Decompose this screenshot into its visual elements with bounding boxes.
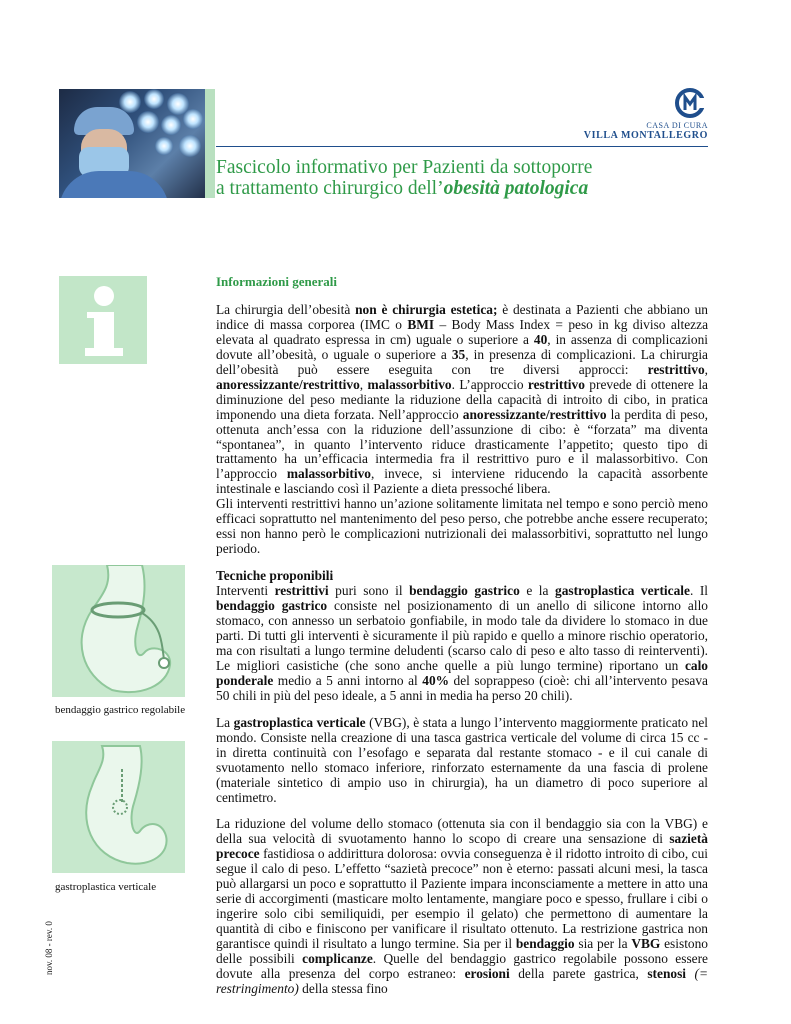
section-heading-general: Informazioni generali (216, 274, 337, 289)
brand-name: VILLA MONTALLEGRO (583, 130, 708, 141)
paragraph-vbg: La gastroplastica verticale (VBG), è stata a lungo l’intervento maggiormente praticato nel mondo. Consiste nella creazione di una tasca gastrica verticale del volume di circa 15 cc - in diretta continuità con l’esofago e separata dal restante stomaco - e il cui canale di svuotamento nello stomaco inferiore, rinforzato esternamente da una fascia di prolene (materiale sintetico di ampio uso in chirurgia), ha un diametro di poco superiore al centimetro. (216, 714, 708, 805)
title-line2: a trattamento chirurgico dell’ (216, 178, 444, 199)
figure-caption-vbg: gastroplastica verticale (55, 881, 157, 893)
document-title (216, 157, 696, 199)
info-icon (59, 276, 147, 364)
section-heading-techniques: Tecniche proponibili (216, 568, 334, 584)
main-text (216, 275, 708, 997)
figure-vertical-gastroplasty (52, 741, 185, 873)
clinic-logo-icon (675, 88, 705, 118)
header-rule (216, 146, 708, 147)
title-emphasis: obesità patologica (443, 178, 589, 199)
revision-label: nov. 08 - rev. 0 (44, 921, 54, 975)
paragraph-techniques: Interventi restrittivi puri sono il bendaggio gastrico e la gastroplastica verticale. Il bendaggio gastrico consiste nel posizionamento di un anello di silicone intorno allo stomaco, con annesso un serbatoio gonfiabile, in modo tale da dividere lo stomaco in due parti. Di tutti gli interventi è sicuramente il più rapido e quello a minore rischio operatorio, ma con risultati a lungo termine deludenti (scarso calo di peso e alto tasso di reinterventi). Le migliori casistiche (che sono anche quelle a più lungo termine) riportano un calo ponderale medio a 5 anni intorno al 40% del soprappeso (cioè: chi all’intervento pesava 50 chili in più del peso ideale, a 5 anni in media ha perso 20 chili). (216, 583, 709, 703)
paragraph-general: La chirurgia dell’obesità non è chirurgia estetica; è destinata a Pazienti che abbiano un indice di massa corporea (IMC o BMI – Body Mass Index = peso in kg diviso altezza elevata al quadrato espressa in cm) uguale o superiore a 40, in assenza di complicazioni dovute all’obesità, o uguale o superiore a 35, in presenza di complicazioni. La chirurgia dell’obesità può essere eseguita con tre diversi approcci: restrittivo, anoressizzante/restrittivo, malassorbitivo. L’approccio restrittivo prevede di ottenere la diminuzione del peso mediante la riduzione della capacità di introito di cibo, in pratica imponendo una dieta forzata. Nell’approccio anoressizzante/restrittivo la perdita di peso, ottenuta anch’essa con la riduzione dell’assunzione di cibo: è “forzata” ma diventa “spontanea”, in quanto l’intervento riduce drasticamente l’appetito; questo tipo di trattamento ha un’efficacia intermedia fra il restrittivo puro e il malassorbitivo. Con l’approccio malassorbitivo, invece, si interviene riducendo la capacità assorbente intestinale e lasciando così il Paziente a dieta pressoché libera. Gli interventi restrittivi hanno un’azione solitamente limitata nel tempo e sono perciò meno efficaci soprattutto nel mantenimento del peso perso, che potrebbe anche essere recuperato; essi non hanno però le complicazioni nutrizionali dei malassorbitivi, soprattutto nel lungo periodo. (216, 301, 709, 557)
header-accent-bar (205, 89, 215, 198)
figure-caption-banding: bendaggio gastrico regolabile (55, 704, 186, 716)
header-photo (59, 89, 205, 198)
figure-gastric-banding (52, 565, 185, 697)
title-line1: Fascicolo informativo per Pazienti da sottoporre (216, 157, 593, 178)
paragraph-reduction: La riduzione del volume dello stomaco (ottenuta sia con il bendaggio sia con la VBG) e della sua velocità di svuotamento hanno lo scopo di creare una sensazione di sazietà precoce fastidiosa o addirittura dolorosa: ovvia conseguenza è il ridotto introito di cibo, cui segue il calo di peso. L’effetto “sazietà precoce” non è eterno: passati alcuni mesi, la tasca può allargarsi un poco e soprattutto il Paziente impara inconsciamente a mettere in atto una serie di accorgimenti (masticare molto lentamente, mangiare poco e spesso, frullare i cibi o ingerire solo cibi semiliquidi, per esempio il gelato) che permettono di aumentare la quantità di cibo e finiscono per vanificare il risultato ottenuto. La restrizione gastrica non garantisce quindi il risultato a lungo termine. Sia per il bendaggio sia per la VBG esistono delle possibili complicanze. Quelle del bendaggio gastrico regolabile possono essere dovute alla presenza del corpo estraneo: erosioni della parete gastrica, stenosi (= restringimento) della stessa fino (216, 816, 709, 996)
brand-subtitle: CASA DI CURA (646, 121, 708, 130)
